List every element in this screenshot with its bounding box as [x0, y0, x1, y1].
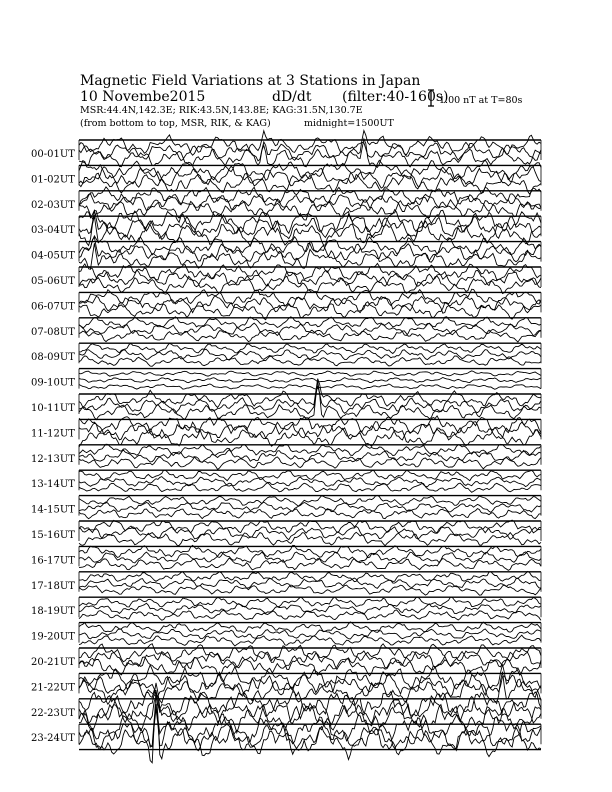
trace-kag [79, 520, 541, 533]
row-label: 07-08UT [31, 326, 75, 338]
row-label: 23-24UT [31, 733, 75, 745]
row-label: 19-20UT [31, 631, 75, 643]
trace-rik [79, 672, 541, 697]
trace-msr [79, 302, 541, 320]
row-label: 02-03UT [31, 199, 75, 211]
row-label: 06-07UT [31, 301, 75, 313]
row-label: 04-05UT [31, 250, 75, 262]
row-label: 21-22UT [31, 682, 75, 694]
trace-msr [79, 585, 541, 595]
trace-kag [79, 236, 541, 255]
trace-rik [79, 378, 541, 383]
trace-rik [79, 651, 541, 670]
scale-bar-label: 1.00 nT at T=80s [439, 95, 523, 106]
row-label: 12-13UT [31, 453, 75, 465]
trace-kag [79, 495, 541, 506]
trace-kag [79, 545, 541, 557]
row-label: 18-19UT [31, 606, 75, 618]
trace-kag [79, 371, 541, 376]
trace-rik [79, 629, 541, 639]
row-label: 15-16UT [31, 530, 75, 541]
trace-kag [79, 343, 541, 353]
trace-msr [79, 356, 541, 366]
row-label: 10-11UT [31, 403, 75, 414]
trace-msr [79, 558, 541, 570]
trace-msr [79, 483, 541, 493]
trace-rik [79, 552, 541, 563]
trace-rik [79, 450, 541, 463]
row-label: 16-17UT [31, 555, 75, 567]
chart-date: 10 Novembe2015 [80, 89, 206, 105]
trace-msr [79, 509, 541, 519]
trace-kag [79, 317, 541, 329]
trace-kag [79, 622, 541, 633]
chart-filter: (filter:40-160s) [342, 89, 449, 105]
chart-component: dD/dt [272, 89, 312, 105]
row-label: 13-14UT [31, 479, 75, 491]
trace-rik [79, 349, 541, 359]
row-label: 17-18UT [31, 580, 75, 592]
station-order-note: (from bottom to top, MSR, RIK, & KAG) [80, 118, 271, 129]
row-label: 14-15UT [31, 504, 75, 516]
row-label: 05-06UT [31, 276, 75, 287]
trace-msr [79, 635, 541, 646]
row-label: 11-12UT [31, 428, 75, 440]
trace-msr [79, 690, 541, 763]
row-label: 22-23UT [31, 707, 75, 719]
row-label: 09-10UT [31, 377, 75, 389]
trace-kag [79, 664, 541, 690]
trace-kag [79, 470, 541, 481]
trace-kag [79, 644, 541, 662]
trace-rik [79, 296, 541, 313]
row-label: 00-01UT [31, 149, 75, 160]
midnight-note: midnight=1500UT [304, 118, 394, 129]
row-label: 01-02UT [31, 174, 75, 186]
row-label: 03-04UT [31, 225, 75, 237]
trace-msr [79, 457, 541, 470]
trace-kag [79, 444, 541, 455]
row-label: 20-21UT [31, 657, 75, 668]
trace-kag [79, 379, 541, 408]
trace-kag [79, 571, 541, 581]
trace-rik [79, 683, 541, 725]
row-label: 08-09UT [31, 352, 75, 364]
station-coordinates: MSR:44.4N,142.3E; RIK:43.5N,143.8E; KAG:31.5N,130.7E [80, 105, 363, 116]
trace-msr [79, 384, 541, 389]
chart-title: Magnetic Field Variations at 3 Stations in Japan [80, 73, 421, 89]
